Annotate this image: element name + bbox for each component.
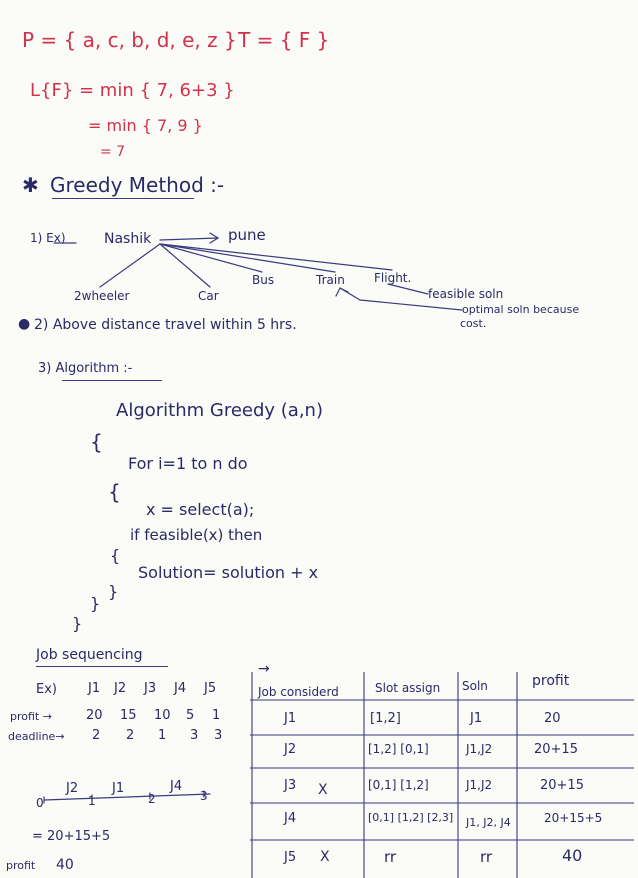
l-line-3: = 7 — [100, 144, 126, 160]
algorithm-heading: 3) Algorithm :- — [38, 361, 133, 376]
row-mark-x: X — [320, 849, 330, 865]
timeline-tick: 0 — [36, 796, 44, 810]
job-name: J3 — [144, 681, 157, 696]
deadline-value: 3 — [190, 728, 199, 743]
profit-value: 20 — [86, 708, 103, 723]
timeline-tick: 1 — [88, 794, 96, 808]
algo-line-10: } — [90, 594, 101, 613]
job-name: J1 — [88, 681, 101, 696]
feasible-arrow — [388, 284, 428, 294]
branch-2wheeler — [100, 244, 160, 287]
row-job: J2 — [284, 742, 297, 757]
deadline-value: 3 — [214, 728, 223, 743]
deadline-value: 2 — [92, 728, 101, 743]
job-seq-heading: Job sequencing — [36, 647, 143, 663]
row-slot: [0,1] [1,2] [2,3] — [368, 811, 454, 824]
algo-line-5: x = select(a); — [146, 500, 255, 519]
algo-line-1: Algorithm Greedy (a,n) — [116, 400, 323, 421]
greedy-heading: Greedy Method :- — [50, 173, 225, 197]
feasible-note: feasible soln — [428, 287, 504, 301]
bullet-icon: ● — [18, 316, 31, 332]
set-t: T = { F } — [238, 28, 330, 52]
row-sol: J1,J2 — [466, 742, 493, 756]
profit-value: 1 — [212, 708, 221, 723]
row-sol: J1,J2 — [466, 778, 493, 792]
algo-line-3: For i=1 to n do — [128, 454, 248, 473]
row-profit: 20+15 — [540, 778, 584, 793]
row-profit: 20+15 — [534, 742, 578, 757]
table-arrow-icon: → — [258, 661, 270, 677]
row-profit: 40 — [562, 846, 583, 865]
timeline-axis — [44, 794, 210, 800]
mode-car: Car — [198, 289, 219, 303]
deadline-value: 2 — [126, 728, 135, 743]
row-job: J1 — [284, 711, 297, 726]
header-soln: Soln — [462, 679, 488, 693]
table-grid — [250, 672, 634, 878]
algo-line-7: { — [110, 546, 121, 565]
row-job: J5 — [284, 850, 297, 865]
mode-2wheeler: 2wheeler — [74, 289, 130, 303]
algo-line-11: } — [72, 614, 83, 633]
job-name: J5 — [204, 681, 217, 696]
row-sol: J1, J2, J4 — [466, 816, 511, 829]
row-profit: 20 — [544, 711, 561, 726]
profit-value: 5 — [186, 708, 195, 723]
algo-line-2: { — [90, 430, 103, 454]
optimal-note-cost: cost. — [460, 317, 487, 330]
profit-total-label: profit — [6, 859, 36, 872]
timeline-job: J4 — [170, 779, 183, 794]
row-slot: rr — [384, 848, 397, 866]
mode-train: Train — [316, 273, 345, 287]
mode-flight: Flight. — [374, 271, 412, 285]
profit-row-label: profit → — [10, 710, 52, 723]
l-line-2: = min { 7, 9 } — [88, 116, 203, 135]
row-slot: [0,1] [1,2] — [368, 778, 429, 792]
header-profit: profit — [532, 673, 570, 689]
greedy-star-icon: ✱ — [22, 173, 39, 197]
deadline-row-label: deadline→ — [8, 730, 65, 743]
profit-value: 15 — [120, 708, 137, 723]
timeline-tick: 3 — [200, 789, 208, 803]
deadline-value: 1 — [158, 728, 167, 743]
algo-line-8: Solution= solution + x — [138, 563, 319, 582]
row-mark-x: X — [318, 782, 328, 798]
row-job: J3 — [284, 778, 297, 793]
jobs-ex-label: Ex) — [36, 682, 57, 697]
job-name: J2 — [114, 681, 127, 696]
algo-line-4: { — [108, 480, 121, 504]
optimal-note: optimal soln because — [462, 303, 580, 316]
header-slot-assign: Slot assign — [375, 681, 441, 695]
route-arrow — [160, 238, 218, 240]
mode-bus: Bus — [252, 273, 275, 287]
row-slot: [1,2] [0,1] — [368, 742, 429, 756]
l-line-1: L{F} = min { 7, 6+3 } — [30, 80, 235, 101]
row-sol: rr — [480, 848, 493, 866]
sum-line: = 20+15+5 — [32, 829, 111, 844]
row-sol: J1 — [470, 711, 483, 726]
profit-value: 10 — [154, 708, 171, 723]
algo-line-9: } — [108, 582, 119, 601]
point-2-text: 2) Above distance travel within 5 hrs. — [34, 317, 297, 333]
job-name: J4 — [174, 681, 187, 696]
timeline-job: J2 — [66, 781, 79, 796]
optimal-arrow — [340, 288, 462, 310]
row-profit: 20+15+5 — [544, 811, 603, 825]
row-slot: [1,2] — [370, 711, 401, 726]
dest-city: pune — [228, 226, 266, 244]
header-job-considered: Job considerd — [258, 685, 339, 699]
algo-line-6: if feasible(x) then — [130, 526, 263, 544]
source-city: Nashik — [104, 231, 152, 247]
ex1-label: 1) Ex) — [30, 231, 66, 245]
branch-flight — [160, 244, 392, 270]
timeline-tick: 2 — [148, 792, 156, 806]
profit-total: 40 — [56, 857, 74, 873]
set-p: P = { a, c, b, d, e, z } — [22, 28, 237, 52]
timeline-job: J1 — [112, 781, 125, 796]
row-job: J4 — [284, 811, 297, 826]
